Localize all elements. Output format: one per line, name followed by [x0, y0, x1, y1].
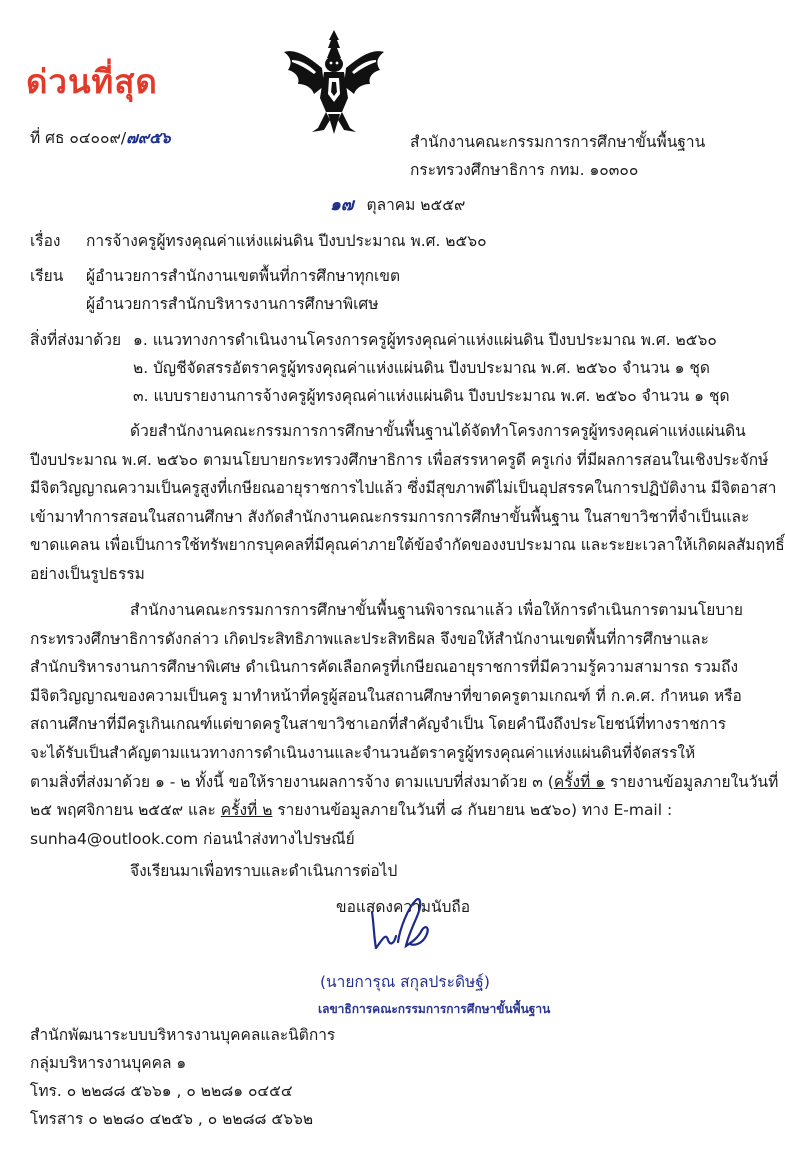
urgency-stamp: ด่วนที่สุด: [26, 62, 158, 101]
salutation: ขอแสดงความนับถือ: [336, 898, 471, 916]
text-run: รายงานข้อมูลภายในวันที่ ๘ กันยายน ๒๕๖๐) ทาง E-mail :: [272, 801, 673, 820]
paragraph-1-line: อย่างเป็นรูปธรรม: [30, 564, 145, 583]
office-fax: โทรสาร ๐ ๒๒๘๐ ๔๒๕๖ , ๐ ๒๒๘๘ ๕๖๖๒: [30, 1110, 314, 1128]
paragraph-2-line: มีจิตวิญญาณของความเป็นครู มาทำหน้าที่ครูผู้สอนในสถานศึกษาที่ขาดครูตามเกณฑ์ ที่ ก.ค.ศ. กำหนด หรือ: [30, 686, 742, 705]
paragraph-1-line: ขาดแคลน เพื่อเป็นการใช้ทรัพยากรบุคคลที่มีคุณค่าภายใต้ข้อจำกัดของงบประมาณ และระยะเวลาให้เกิดผลสัมฤทธิ์: [30, 536, 785, 555]
recipient-line-2: ผู้อำนวยการสำนักบริหารงานการศึกษาพิเศษ: [86, 295, 379, 313]
paragraph-2-line: จะได้รับเป็นสำคัญตามแนวทางการดำเนินงานและจำนวนอัตราครูผู้ทรงคุณค่าแห่งแผ่นดินที่จัดสรรให้: [30, 743, 696, 762]
paragraph-2-line: [30, 796, 673, 825]
recipient-line-1: ผู้อำนวยการสำนักงานเขตพื้นที่การศึกษาทุกเขต: [86, 267, 401, 285]
paragraph-1-line: เข้ามาทำการสอนในสถานศึกษา สังกัดสำนักงานคณะกรรมการการศึกษาขั้นพื้นฐาน ในสาขาวิชาที่จำเป็นและ: [30, 507, 750, 526]
underlined-round-2: ครั้งที่ ๒: [220, 801, 273, 820]
sender-line-2: กระทรวงศึกษาธิการ กทม. ๑๐๓๐๐: [410, 161, 639, 179]
garuda-seal-icon: [282, 28, 386, 136]
recipient-label: เรียน: [30, 267, 64, 285]
enclosure-item-3: ๓. แบบรายงานการจ้างครูผู้ทรงคุณค่าแห่งแผ่นดิน ปีงบประมาณ พ.ศ. ๒๕๖๐ จำนวน ๑ ชุด: [133, 387, 730, 405]
document-reference-label: ที่ ศธ ๐๔๐๐๙/: [30, 129, 127, 147]
text-run: ตามสิ่งที่ส่งมาด้วย ๑ - ๒ ทั้งนี้ ขอให้รายงานผลการจ้าง ตามแบบที่ส่งมาด้วย ๓ (: [30, 772, 554, 791]
paragraph-1-line: ปีงบประมาณ พ.ศ. ๒๕๖๐ ตามนโยบายกระทรวงศึกษาธิการ เพื่อสรรหาครูดี ครูเก่ง ที่มีผลการสอนในเชิงประจักษ์: [30, 450, 769, 469]
paragraph-1: [30, 417, 785, 589]
enclosure-item-1: ๑. แนวทางการดำเนินงานโครงการครูผู้ทรงคุณค่าแห่งแผ่นดิน ปีงบประมาณ พ.ศ. ๒๕๖๐: [133, 331, 717, 349]
paragraph-2: [30, 596, 779, 853]
paragraph-2-line: กระทรวงศึกษาธิการดังกล่าว เกิดประสิทธิภาพและประสิทธิผล จึงขอให้สำนักงานเขตพื้นที่การศึกษาและ: [30, 629, 709, 648]
underlined-round-1: ครั้งที่ ๑: [553, 772, 606, 791]
paragraph-2-line: สำนักบริหารงานการศึกษาพิเศษ ดำเนินการคัดเลือกครูที่เกษียณอายุราชการที่มีความรู้ความสามารถ รวมถึง: [30, 658, 739, 677]
paragraph-2-line: สำนักงานคณะกรรมการการศึกษาขั้นพื้นฐานพิจารณาแล้ว เพื่อให้การดำเนินการตามนโยบาย: [130, 601, 744, 619]
office-line-1: สำนักพัฒนาระบบบริหารงานบุคคลและนิติการ: [30, 1026, 336, 1044]
paragraph-1-line: มีจิตวิญญาณความเป็นครูสูงที่เกษียณอายุราชการไปแล้ว ซึ่งมีสุขภาพดีไม่เป็นอุปสรรคในการปฏิบัติงาน มีจิตอาสา: [30, 479, 777, 498]
closing-sentence: จึงเรียนมาเพื่อทราบและดำเนินการต่อไป: [130, 862, 398, 880]
document-reference-number: ๗๙๕๖: [126, 129, 171, 147]
office-line-2: กลุ่มบริหารงานบุคคล ๑: [30, 1054, 187, 1072]
enclosure-item-2: ๒. บัญชีจัดสรรอัตราครูผู้ทรงคุณค่าแห่งแผ่นดิน ปีงบประมาณ พ.ศ. ๒๕๖๐ จำนวน ๑ ชุด: [133, 359, 710, 377]
document-reference: [30, 124, 171, 153]
subject-text: การจ้างครูผู้ทรงคุณค่าแห่งแผ่นดิน ปีงบประมาณ พ.ศ. ๒๕๖๐: [86, 232, 487, 250]
text-run: รายงานข้อมูลภายในวันที่: [605, 772, 779, 791]
letter-date: [330, 191, 465, 220]
signatory-title: เลขาธิการคณะกรรมการการศึกษาขั้นพื้นฐาน: [318, 1002, 551, 1016]
paragraph-2-line: สถานศึกษาที่มีครูเกินเกณฑ์แต่ขาดครูในสาขาวิชาเอกที่สำคัญจำเป็น โดยคำนึงถึงประโยชน์ที่ทางราชการ: [30, 715, 727, 734]
handwritten-signature-icon: [360, 892, 448, 954]
paragraph-2-line: [30, 768, 779, 797]
signatory-name: (นายการุณ สกุลประดิษฐ์): [320, 973, 490, 991]
date-month-year: ตุลาคม ๒๕๕๙: [366, 196, 466, 214]
subject-label: เรื่อง: [30, 232, 61, 250]
office-phone: โทร. ๐ ๒๒๘๘ ๕๖๖๑ , ๐ ๒๒๘๑ ๐๔๕๔: [30, 1082, 293, 1100]
date-day: ๑๗: [330, 195, 354, 215]
paragraph-1-line: ด้วยสำนักงานคณะกรรมการการศึกษาขั้นพื้นฐานได้จัดทำโครงการครูผู้ทรงคุณค่าแห่งแผ่นดิน: [130, 422, 746, 440]
sender-line-1: สำนักงานคณะกรรมการการศึกษาขั้นพื้นฐาน: [410, 133, 706, 151]
enclosures-label: สิ่งที่ส่งมาด้วย: [30, 331, 122, 349]
paragraph-2-line-email: sunha4@outlook.com ก่อนนำส่งทางไปรษณีย์: [30, 829, 355, 848]
text-run: ๒๕ พฤศจิกายน ๒๕๕๙ และ: [30, 801, 221, 820]
